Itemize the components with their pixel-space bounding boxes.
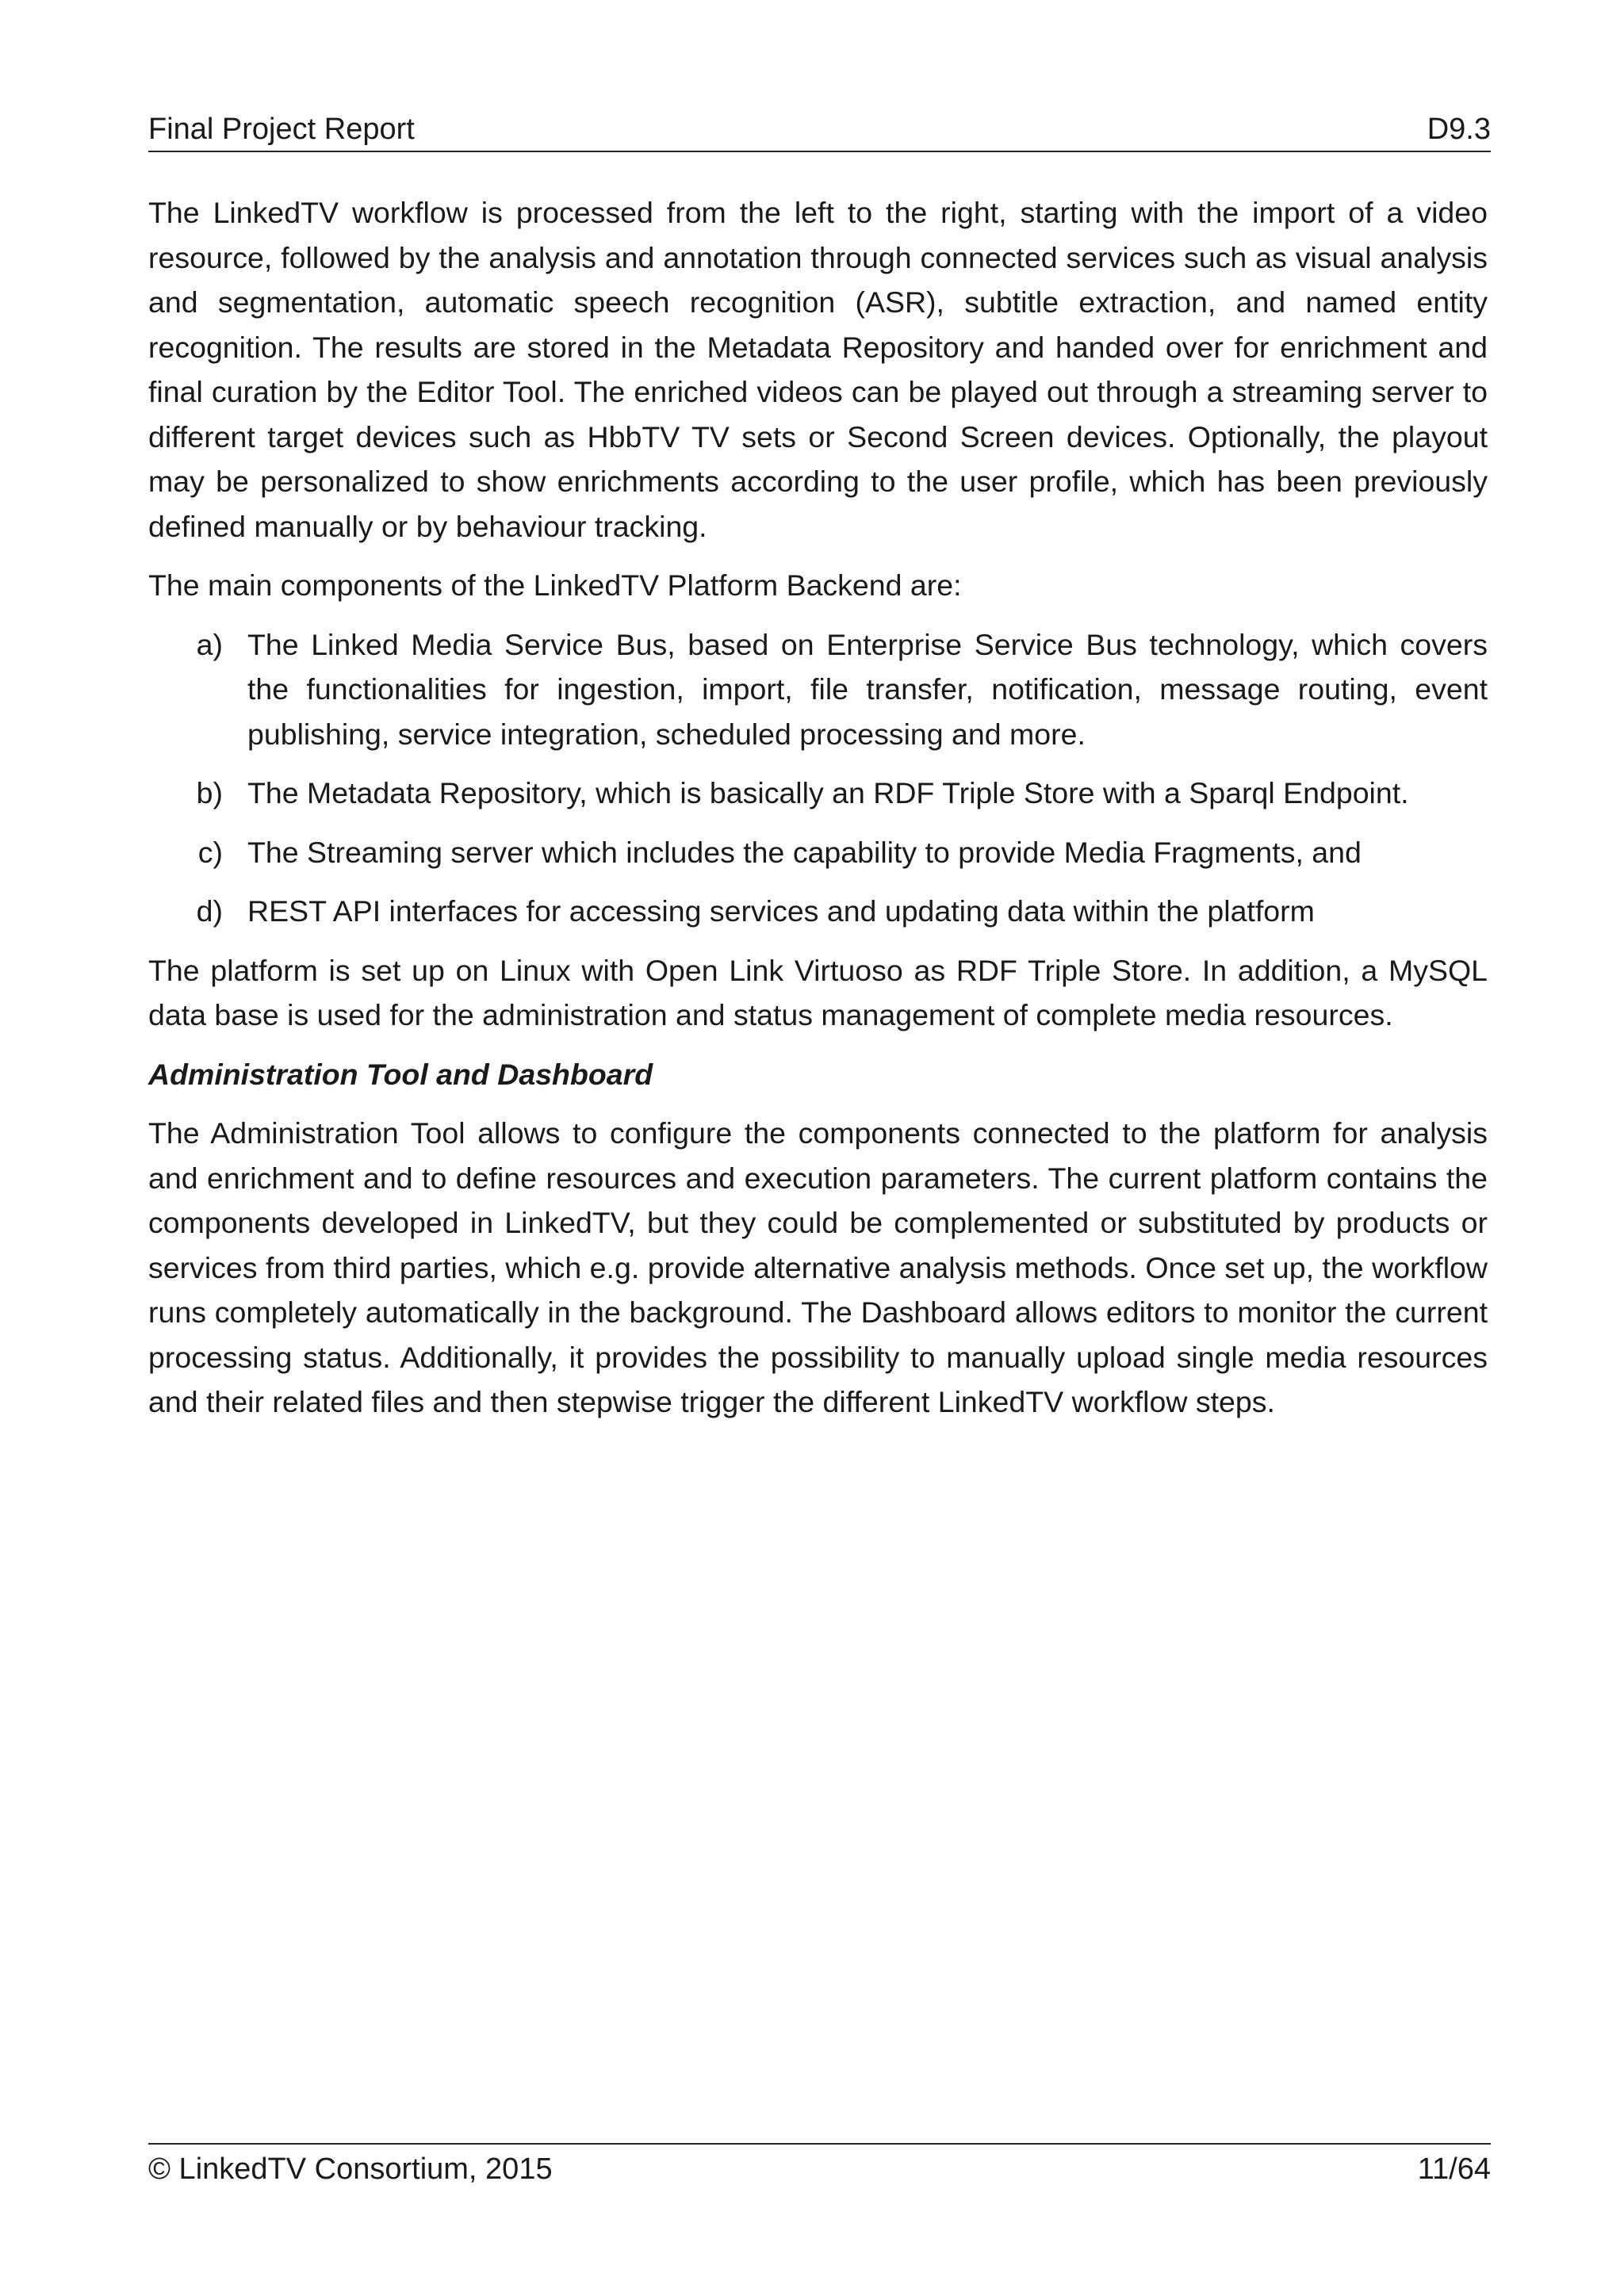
footer-copyright: © LinkedTV Consortium, 2015 bbox=[148, 2152, 553, 2186]
header-doc-id: D9.3 bbox=[1427, 113, 1491, 146]
list-item-text: REST API interfaces for accessing services and updating data within the platform bbox=[247, 894, 1315, 928]
page-footer bbox=[148, 2143, 1491, 2187]
components-list bbox=[148, 622, 1488, 934]
list-item bbox=[148, 830, 1488, 875]
paragraph-platform: The platform is set up on Linux with Open Link Virtuoso as RDF Triple Store. In addition, a MySQL data base is used for the administration and status management of complete media resources. bbox=[148, 953, 1488, 1031]
list-item bbox=[148, 889, 1488, 934]
paragraph-components-intro: The main components of the LinkedTV Platform Backend are: bbox=[148, 568, 962, 602]
paragraph-workflow: The LinkedTV workflow is processed from the left to the right, starting with the import of a video resource, followed by the analysis and annotation through connected services such as visual analysis and segmentation, automatic speech recognition (ASR), subtitle extraction, and named entity recognition. The results are stored in the Metadata Repository and handed over for enrichment and final curation by the Editor Tool. The enriched videos can be played out through a streaming server to different target devices such as HbbTV TV sets or Second Screen devices. Optionally, the playout may be personalized to show enrichments according to the user profile, which has been previously defined manually or by behaviour tracking. bbox=[148, 196, 1488, 543]
list-marker: d) bbox=[196, 894, 223, 928]
list-item bbox=[148, 622, 1488, 757]
section-heading: Administration Tool and Dashboard bbox=[148, 1057, 653, 1091]
list-item-text: The Linked Media Service Bus, based on Enterprise Service Bus technology, which covers the functionalities for ingestion, import, file transfer, notification, message routing, event publishing, service integration, scheduled processing and more. bbox=[247, 627, 1488, 751]
list-item-text: The Metadata Repository, which is basically an RDF Triple Store with a Sparql Endpoint. bbox=[247, 776, 1409, 809]
list-item bbox=[148, 771, 1488, 816]
paragraph-admin-tool: The Administration Tool allows to configure the components connected to the platform for analysis and enrichment and to define resources and execution parameters. The current platform contains the components developed in LinkedTV, but they could be complemented or substituted by products or services from third parties, which e.g. provide alternative analysis methods. Once set up, the workflow runs completely automatically in the background. The Dashboard allows editors to monitor the current processing status. Additionally, it provides the possibility to manually upload single media resources and their related files and then stepwise trigger the different LinkedTV workflow steps. bbox=[148, 1116, 1488, 1418]
page-header bbox=[148, 113, 1491, 152]
list-marker: b) bbox=[196, 776, 223, 809]
list-marker: a) bbox=[196, 627, 223, 661]
header-title: Final Project Report bbox=[148, 113, 415, 146]
page-number: 11/64 bbox=[1417, 2152, 1491, 2186]
list-marker: c) bbox=[197, 835, 223, 869]
page-body bbox=[148, 190, 1488, 1439]
list-item-text: The Streaming server which includes the capability to provide Media Fragments, and bbox=[247, 835, 1362, 869]
